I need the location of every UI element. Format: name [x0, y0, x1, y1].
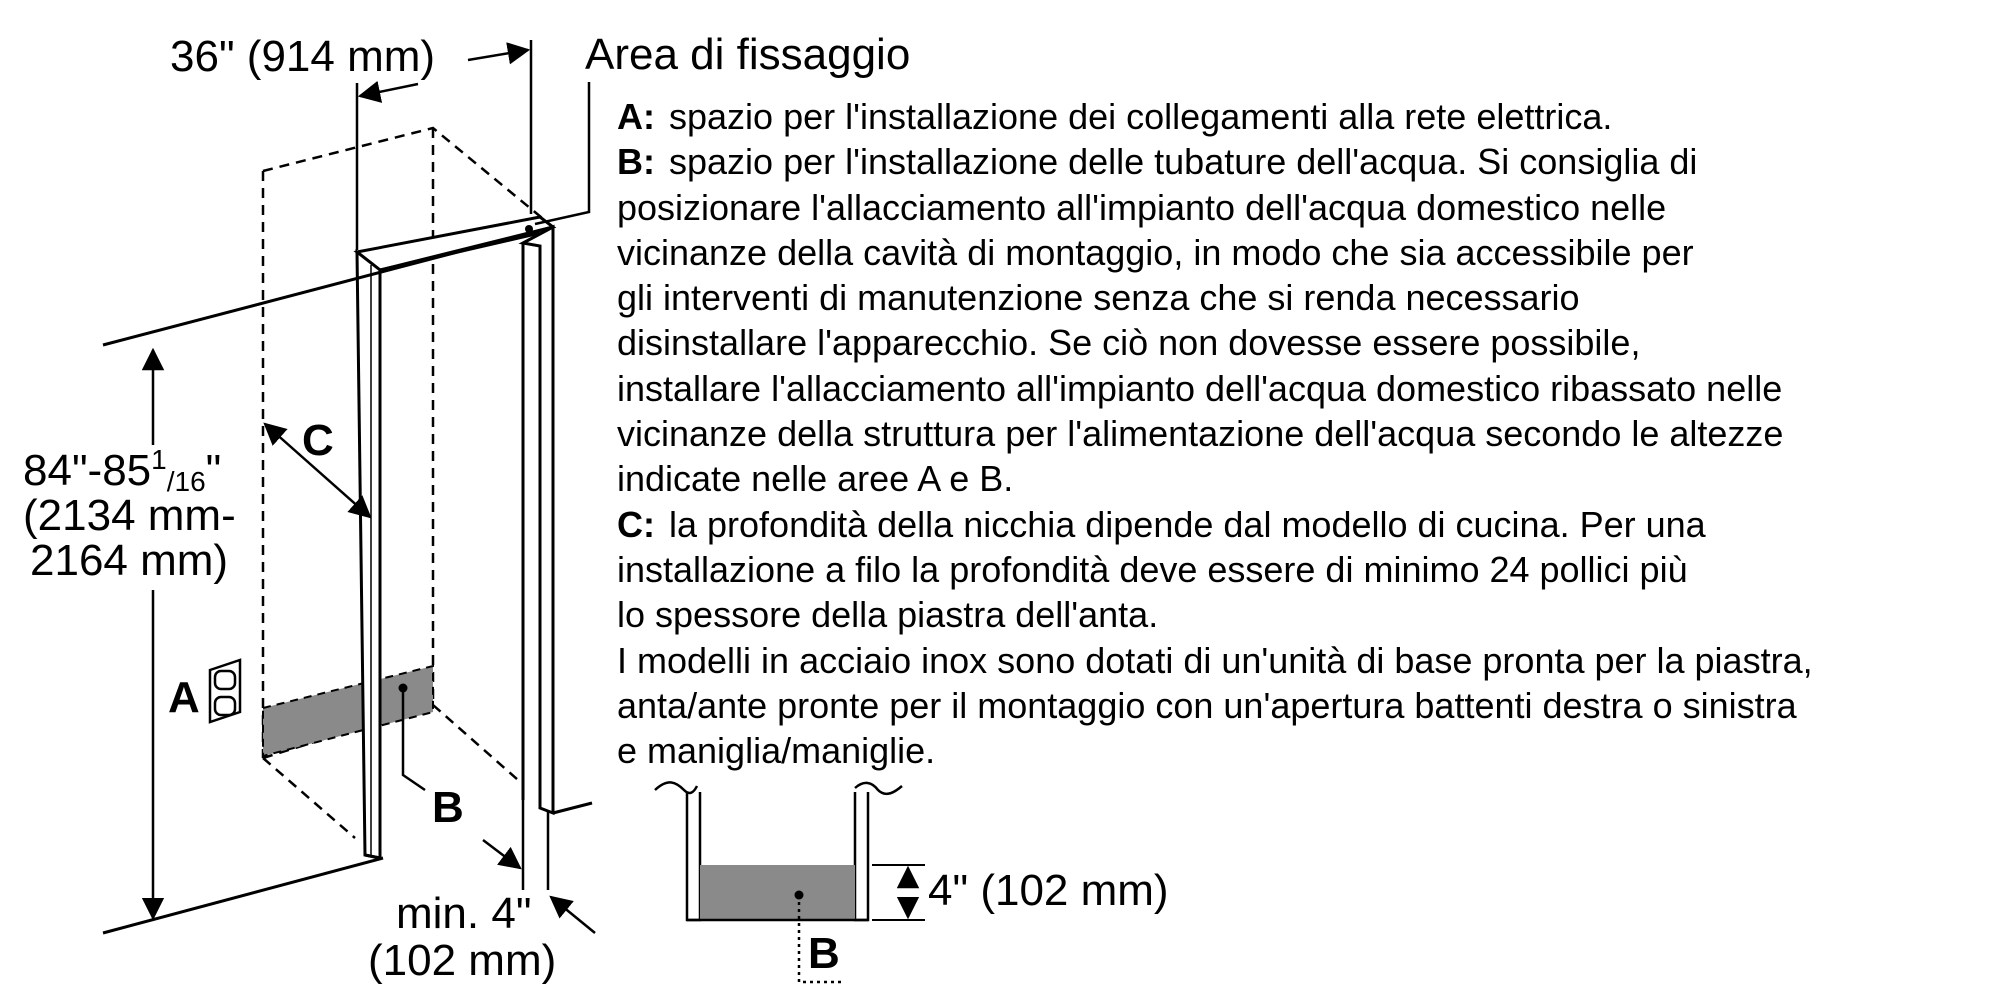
note-b-line-7: vicinanze della struttura per l'alimentazione dell'acqua secondo le altezze	[617, 413, 1784, 455]
height-in-end: "	[205, 446, 222, 495]
note-a-key: A:	[617, 96, 655, 137]
note-a-text: spazio per l'installazione dei collegamenti alla rete elettrica.	[669, 96, 1613, 137]
outlet-icon	[210, 660, 240, 722]
height-label-mm-2: 2164 mm)	[30, 536, 229, 585]
note-b-line-5: disinstallare l'apparecchio. Se ciò non dovesse essere possibile,	[617, 322, 1641, 364]
height-in-main: 84"-85	[23, 446, 152, 495]
height-in-sup: 1	[151, 444, 167, 475]
marker-c: C	[302, 416, 334, 465]
note-b-line-3: vicinanze della cavità di montaggio, in modo che sia accessibile per	[617, 231, 1694, 273]
note-b-line-8: indicate nelle aree A e B.	[617, 458, 1014, 500]
note-b-line-4: gli interventi di manutenzione senza che si renda necessario	[617, 277, 1580, 319]
width-label: 36" (914 mm)	[170, 32, 436, 81]
note-c-line-2: installazione a filo la profondità deve essere di minimo 24 pollici più	[617, 548, 1688, 590]
marker-b-detail: B	[808, 929, 840, 978]
wall-section-detail	[655, 782, 925, 982]
note-extra-line-1: I modelli in acciaio inox sono dotati di un'unità di base pronta per la piastra,	[617, 639, 1813, 681]
water-connection-zone	[263, 666, 433, 756]
height-in-sub: /16	[166, 466, 206, 497]
note-c-line-1	[617, 502, 1992, 547]
height-label-mm-1: (2134 mm-	[23, 491, 236, 540]
area-leader	[535, 82, 589, 224]
min-gap-label-1: min. 4"	[396, 889, 532, 938]
note-c-key: C:	[617, 503, 655, 545]
marker-b: B	[432, 783, 464, 832]
note-b-text: spazio per l'installazione delle tubature dell'acqua. Si consiglia di	[669, 141, 1698, 183]
appliance-frame	[357, 217, 553, 858]
note-b-line-1	[617, 139, 1992, 184]
detail-height-label: 4" (102 mm)	[928, 866, 1169, 915]
note-extra-line-3: e maniglia/maniglie.	[617, 730, 936, 772]
note-b-key: B:	[617, 141, 655, 183]
height-label-in	[23, 444, 221, 497]
note-extra-line-2: anta/ante pronte per il montaggio con un'apertura battenti destra o sinistra	[617, 684, 1797, 726]
min-gap-label-2: (102 mm)	[368, 936, 557, 985]
note-c-line-3: lo spessore della piastra dell'anta.	[617, 594, 1159, 636]
note-a-line-1	[617, 94, 1992, 139]
note-b-line-2: posizionare l'allacciamento all'impianto dell'acqua domestico nelle	[617, 186, 1667, 228]
note-b-line-6: installare l'allacciamento all'impianto dell'acqua domestico ribassato nelle	[617, 367, 1783, 409]
note-c-text: la profondità della nicchia dipende dal modello di cucina. Per una	[669, 503, 1706, 545]
area-title: Area di fissaggio	[585, 30, 911, 79]
installation-notes	[617, 94, 1992, 773]
marker-a: A	[168, 673, 200, 722]
